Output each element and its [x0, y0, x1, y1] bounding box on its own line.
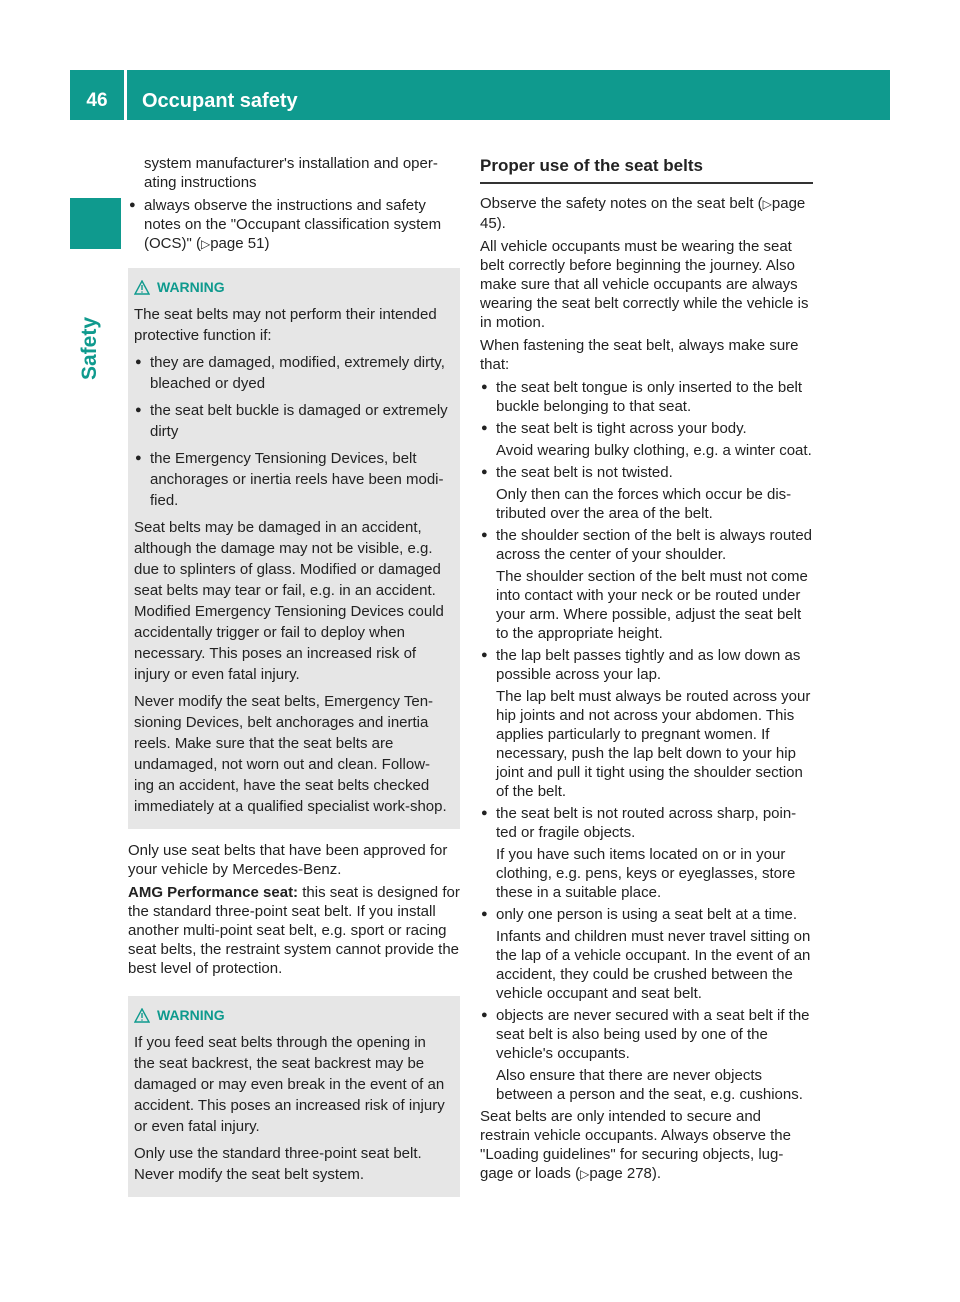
bullet-icon: ●	[481, 381, 488, 393]
warning-triangle-icon	[134, 1008, 150, 1023]
side-tab-label: Safety	[78, 316, 101, 380]
list-item	[134, 448, 450, 511]
page-ref-link[interactable]: page 51	[210, 235, 265, 252]
list-item-text: the seat belt tongue is only inserted to the belt buckle belonging to that seat.	[496, 379, 803, 415]
fastening-list	[480, 378, 813, 1104]
bullet-icon: ●	[135, 404, 142, 416]
list-item-detail: If you have such items located on or in your clothing, e.g. pens, keys or eyeglasses, store these in a suitable place.	[496, 846, 796, 901]
list-item-detail: Also ensure that there are never objects between a person and the seat, e.g. cushions.	[496, 1067, 803, 1103]
right-column	[480, 154, 813, 1188]
bullet-icon: ●	[481, 529, 488, 541]
bullet-icon: ●	[481, 807, 488, 819]
list-item	[134, 352, 450, 394]
list-item	[480, 419, 813, 460]
intro-continuation: system manufacturer's installation and oper-ating instructions	[144, 155, 438, 191]
list-item-detail: Only then can the forces which occur be dis-tributed over the area of the belt.	[496, 486, 792, 522]
intro-list	[128, 196, 460, 254]
ref-close: ).	[496, 215, 506, 232]
warning-triangle-icon	[134, 280, 150, 295]
warning-intro: The seat belts may not perform their intended protective function if:	[134, 306, 437, 344]
list-item-text: the seat belt is not routed across sharp, poin-ted or fragile objects.	[496, 805, 797, 841]
warning-heading	[134, 1005, 450, 1026]
list-item-detail: The lap belt must always be routed across your hip joints and not across your abdomen. This applies particularly to pregnant women. If necessary, push the lap belt down to your hip joint and pull it tight using the shoulder section of the belt.	[496, 688, 811, 800]
bullet-icon: ●	[481, 466, 488, 478]
section-title: Proper use of the seat belts	[480, 154, 813, 184]
amg-paragraph	[128, 883, 460, 978]
list-item-text: the seat belt is tight across your body.	[496, 420, 747, 437]
page-reference-arrow-icon: ▷	[200, 237, 211, 251]
warning-label: WARNING	[157, 1007, 225, 1023]
page-number: 46	[86, 90, 108, 111]
warning-box-2	[128, 996, 460, 1197]
intro-bullet-text: always observe the instructions and safety notes on the "Occupant classification system (OCS)" (	[144, 197, 442, 252]
list-item	[480, 646, 813, 801]
ref-close: ).	[651, 1165, 662, 1182]
list-item-detail: Infants and children must never travel sitting on the lap of a vehicle occupant. In the event of an accident, they could be crushed between the vehicle occupant and seat belt.	[496, 928, 811, 1002]
list-item	[134, 400, 450, 442]
bullet-icon: ●	[481, 1009, 488, 1021]
page-reference-arrow-icon: ▷	[762, 197, 772, 211]
amg-label: AMG Performance seat:	[128, 884, 299, 901]
list-item	[480, 905, 813, 1003]
list-item-text: the seat belt buckle is damaged or extremely dirty	[150, 402, 448, 440]
warning-paragraph: Never modify the seat belts, Emergency Ten-sioning Devices, belt anchorages and inertia reels. Make sure that the seat belts are undamaged, not worn out and clean. Follow-ing an accident, have the seat belts checked immediately at a qualified specialist work-shop.	[134, 693, 447, 815]
closing-text: Seat belts are only intended to secure and restrain vehicle occupants. Always observe the "Loading guidelines" for securing objects, lug-gage or loads (	[480, 1108, 791, 1182]
page-ref-link[interactable]: page 278	[589, 1165, 652, 1182]
list-item	[480, 378, 813, 416]
list-item-text: only one person is using a seat belt at a time.	[496, 906, 798, 923]
list-item	[480, 526, 813, 643]
warning-box-1	[128, 268, 460, 829]
list-item-text: they are damaged, modified, extremely dirty, bleached or dyed	[150, 354, 445, 392]
list-item-text: objects are never secured with a seat belt if the seat belt is also being used by one of the vehicle's occupants.	[496, 1007, 810, 1062]
bullet-icon: ●	[135, 452, 142, 464]
list-item-text: the seat belt is not twisted.	[496, 464, 673, 481]
page-reference-arrow-icon: ▷	[580, 1167, 590, 1181]
bullet-icon: ●	[481, 908, 488, 920]
left-column	[128, 154, 460, 1197]
list-item-text: the Emergency Tensioning Devices, belt anchorages or inertia reels have been modi-fied.	[150, 450, 444, 509]
ref-close: )	[264, 235, 270, 252]
list-item	[480, 1006, 813, 1104]
amg-text: this seat is designed for the standard three-point seat belt. If you install another multi-point seat belt, e.g. sport or racing seat belts, the restraint system cannot provide the best level of protection.	[128, 884, 460, 977]
warning-paragraph: Only use the standard three-point seat belt. Never modify the seat belt system.	[134, 1145, 422, 1183]
observe-paragraph	[480, 194, 813, 233]
bullet-icon: ●	[129, 199, 136, 211]
closing-paragraph	[480, 1107, 813, 1184]
header-separator	[124, 70, 127, 120]
list-item	[480, 804, 813, 902]
warning-list	[134, 352, 450, 511]
list-item	[480, 463, 813, 523]
warning-label: WARNING	[157, 279, 225, 295]
approved-belts-text: Only use seat belts that have been approved for your vehicle by Mercedes-Benz.	[128, 842, 448, 878]
all-occupants-text: All vehicle occupants must be wearing the seat belt correctly before beginning the journey. Also make sure that all vehicle occupants are always wearing the seat belt correctly while the vehicle is in motion.	[480, 238, 809, 331]
bullet-icon: ●	[135, 356, 142, 368]
list-item	[128, 196, 460, 254]
list-item-text: the shoulder section of the belt is always routed across the center of your shoulder.	[496, 527, 813, 563]
page-ref-link[interactable]: page 45	[480, 195, 806, 232]
warning-paragraph: If you feed seat belts through the opening in the seat backrest, the seat backrest may be damaged or may even break in the event of an accident. This poses an increased risk of injury or even fatal injury.	[134, 1034, 445, 1135]
warning-paragraph: Seat belts may be damaged in an accident, although the damage may not be visible, e.g. due to splinters of glass. Modified or damaged seat belts may tear or fail, e.g. in an accident. Modified Emergency Tensioning Devices could accidentally trigger or fail to deploy when necessary. This poses an increased risk of injury or even fatal injury.	[134, 519, 444, 683]
side-tab-marker	[70, 198, 121, 249]
observe-text: Observe the safety notes on the seat belt (	[480, 195, 763, 212]
list-item-detail: The shoulder section of the belt must not come into contact with your neck or be routed under your arm. Where possible, adjust the seat belt to the appropriate height.	[496, 568, 808, 642]
page-title: Occupant safety	[142, 90, 298, 112]
list-item-detail: Avoid wearing bulky clothing, e.g. a winter coat.	[496, 442, 812, 459]
list-item-text: the lap belt passes tightly and as low down as possible across your lap.	[496, 647, 801, 683]
bullet-icon: ●	[481, 422, 488, 434]
warning-heading	[134, 277, 450, 298]
bullet-icon: ●	[481, 649, 488, 661]
fastening-text: When fastening the seat belt, always make sure that:	[480, 337, 799, 373]
